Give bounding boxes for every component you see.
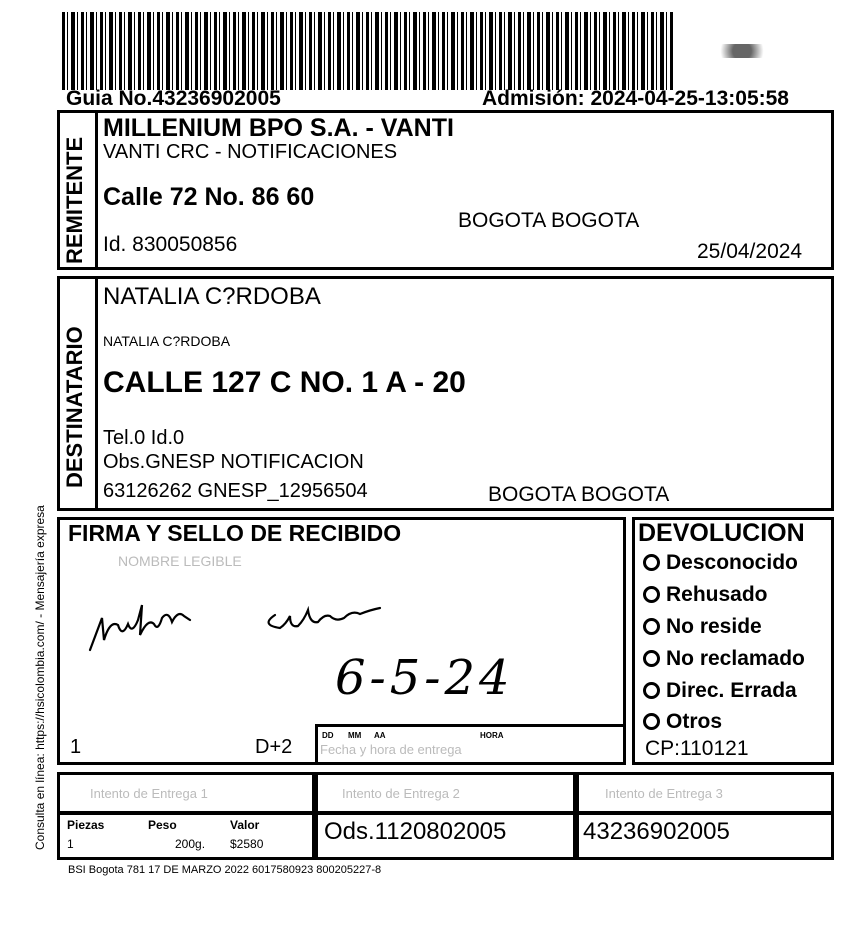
radio-icon	[643, 618, 660, 635]
intento-1-label: Intento de Entrega 1	[90, 786, 208, 801]
devolucion-title: DEVOLUCION	[638, 519, 805, 547]
remitente-divider	[95, 110, 98, 270]
destinatario-city: BOGOTA BOGOTA	[488, 483, 670, 506]
remitente-city: BOGOTA BOGOTA	[458, 209, 640, 232]
footer-text: BSI Bogota 781 17 DE MARZO 2022 6017580923 800205227-8	[68, 864, 382, 876]
destinatario-divider	[95, 276, 98, 511]
remitente-address: Calle 72 No. 86 60	[103, 183, 315, 211]
firma-subtitle: NOMBRE LEGIBLE	[118, 553, 242, 569]
remitente-company: MILLENIUM BPO S.A. - VANTI	[103, 114, 454, 142]
destinatario-name: NATALIA C?RDOBA	[103, 283, 321, 310]
remitente-department: VANTI CRC - NOTIFICACIONES	[103, 141, 398, 163]
firma-left-number: 1	[70, 736, 82, 758]
destinatario-name-small: NATALIA C?RDOBA	[103, 333, 231, 349]
firma-d-plus: D+2	[255, 736, 293, 758]
date-header-hora: HORA	[480, 731, 504, 740]
devolucion-cp: CP:110121	[645, 737, 749, 760]
date-header-aa: AA	[374, 731, 386, 740]
option-desconocido[interactable]: Desconocido	[643, 551, 798, 575]
admission-date: Admisión: 2024-04-25-13:05:58	[482, 87, 789, 110]
radio-icon	[643, 713, 660, 730]
date-caption: Fecha y hora de entrega	[320, 742, 462, 757]
destinatario-address: CALLE 127 C NO. 1 A - 20	[103, 366, 466, 399]
header-peso: Peso	[148, 818, 177, 832]
ods-number: Ods.1120802005	[324, 818, 507, 845]
firma-title: FIRMA Y SELLO DE RECIBIDO	[68, 520, 402, 546]
value-peso: 200g.	[175, 837, 206, 851]
option-no-reclamado[interactable]: No reclamado	[643, 647, 805, 671]
value-valor: $2580	[230, 837, 264, 851]
option-otros[interactable]: Otros	[643, 710, 722, 734]
radio-icon	[643, 650, 660, 667]
date-header-mm: MM	[348, 731, 362, 740]
remitente-date: 25/04/2024	[697, 240, 803, 263]
remitente-id: Id. 830050856	[103, 233, 238, 256]
header-piezas: Piezas	[67, 818, 105, 832]
destinatario-ref: 63126262 GNESP_12956504	[103, 480, 368, 502]
guia-number-bottom: 43236902005	[583, 818, 730, 845]
option-rehusado[interactable]: Rehusado	[643, 583, 768, 607]
option-no-reside[interactable]: No reside	[643, 615, 762, 639]
date-header-dd: DD	[322, 731, 334, 740]
destinatario-label: DESTINATARIO	[62, 326, 87, 488]
barcode	[62, 12, 674, 90]
handwritten-date: 6-5-24	[335, 650, 514, 706]
radio-icon	[643, 554, 660, 571]
intento-3-label: Intento de Entrega 3	[605, 786, 723, 801]
remitente-label: REMITENTE	[62, 136, 87, 264]
stamp-mark	[712, 44, 772, 58]
radio-icon	[643, 682, 660, 699]
destinatario-tel: Tel.0 Id.0	[103, 427, 185, 449]
guia-number: Guia No.43236902005	[66, 87, 281, 110]
value-piezas: 1	[67, 837, 74, 851]
option-direc-errada[interactable]: Direc. Errada	[643, 679, 797, 703]
destinatario-obs: Obs.GNESP NOTIFICACION	[103, 451, 364, 473]
radio-icon	[643, 586, 660, 603]
header-valor: Valor	[230, 818, 260, 832]
side-text: Consulta en línea: https://hsicolombia.com/ - Mensajería expresa	[33, 505, 47, 850]
intento-2-label: Intento de Entrega 2	[342, 786, 460, 801]
